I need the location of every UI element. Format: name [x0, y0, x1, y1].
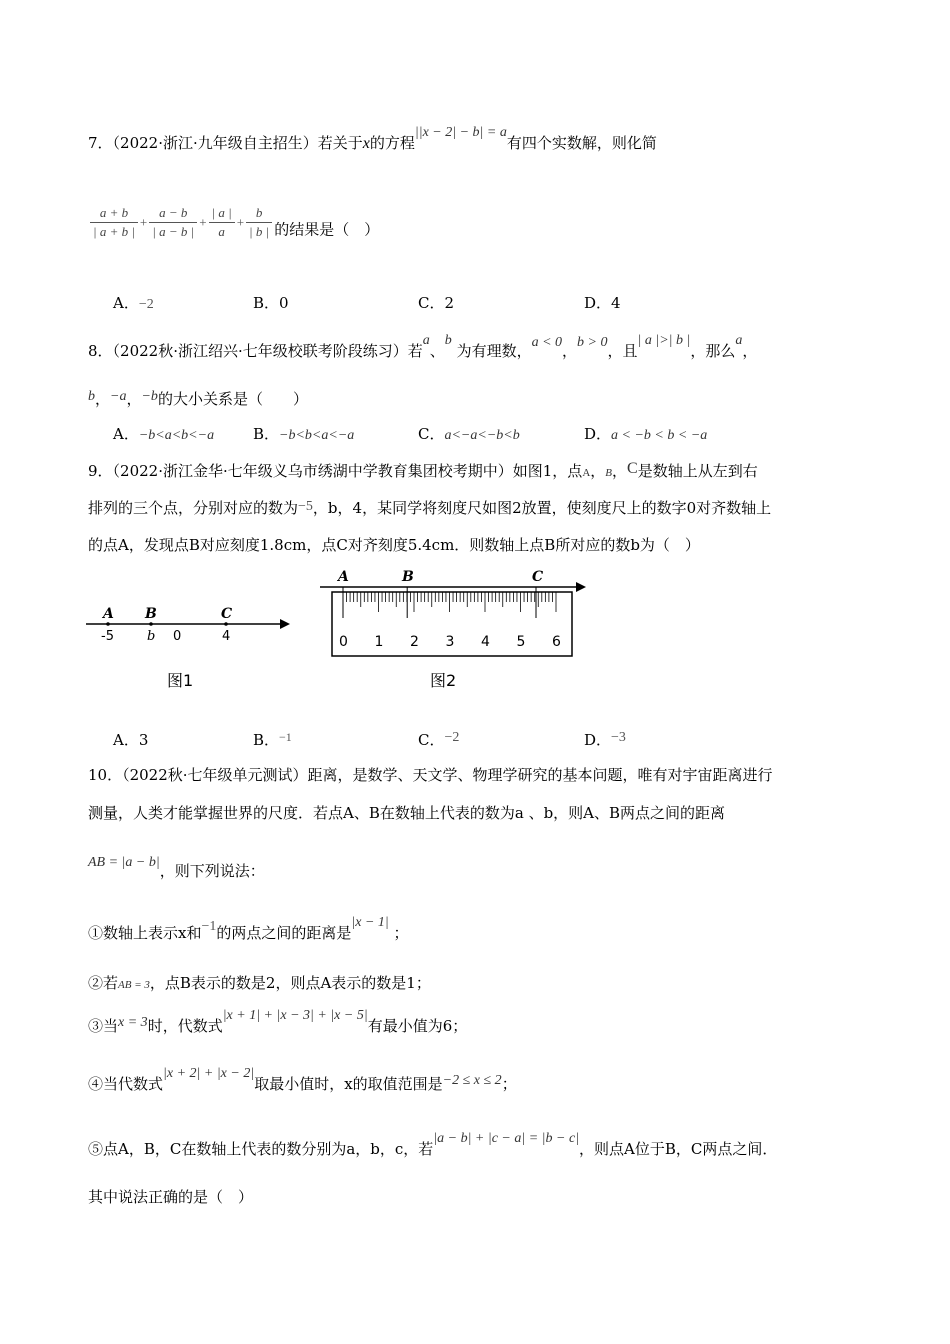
q7-expression: $\frac{a + b}{| a + b |}$ + $\frac{a - b}{| a - b |}$ + $\frac{| a |}{a}$ + $\frac{b}{| b |}$ 的结果是（ ）: [88, 204, 379, 241]
q7-equation: ||x − 2| − b| = a: [414, 125, 507, 140]
q7-frac1: $\frac{a + b}{| a + b |}$: [90, 204, 138, 241]
q8-option-c[interactable]: C．a<−a<−b<b: [418, 425, 520, 443]
q8-stem: 8．（2022秋·浙江绍兴·七年级校联考阶段练习）若a、b 为有理数，a < 0，b > 0，且| a |>| b |，那么a，: [88, 333, 758, 360]
q10-statement-3: ③当x = 3时，代数式|x + 1| + |x − 3| + |x − 5|有最小值为6；: [88, 1008, 468, 1035]
q10-statement-4: ④当代数式|x + 2| + |x − 2|取最小值时，x的取值范围是−2 ≤ x ≤ 2；: [88, 1066, 517, 1093]
q10-statement-2: ②若AB = 3，点B表示的数是2，则点A表示的数是1；: [88, 974, 431, 992]
ruler-number: 5: [516, 634, 526, 650]
q10-line1: 10．（2022秋·七年级单元测试）距离，是数学、天文学、物理学研究的基本问题，唯有对宇宙距离进行: [88, 766, 773, 784]
q7-stem: [88, 125, 657, 153]
q9-option-b[interactable]: B．$^{-1}$: [253, 730, 292, 749]
fig1-label-c: C: [221, 606, 233, 622]
q7-stem-prefix: 7．（2022·浙江·九年级自主招生）若关于: [88, 134, 363, 152]
fig1-tick-4: 4: [222, 629, 231, 644]
q9-line2: 排列的三个点，分别对应的数为−5，b，4，某同学将刻度尺如图2放置，使刻度尺上的数字0对齐数轴上: [88, 499, 772, 517]
q7-option-c[interactable]: C．2: [418, 294, 455, 312]
fig2-label-c: C: [532, 569, 544, 585]
fig1-point-a: [106, 622, 110, 626]
fig1-caption: 图1: [167, 671, 194, 690]
fig2-label-a: A: [338, 569, 349, 585]
q7-result-text: 的结果是（ ）: [274, 220, 380, 239]
q7-var-x: x: [362, 135, 370, 152]
fig1-point-c: [224, 622, 228, 626]
q7-frac4: $\frac{b}{| b |}$: [246, 204, 272, 241]
q8-option-d[interactable]: D．a < −b < b < −a: [584, 425, 708, 443]
ruler-number: 3: [445, 634, 455, 650]
fig1-label-b: B: [145, 606, 157, 622]
q8-option-b[interactable]: B．−b<b<a<−a: [253, 425, 355, 443]
ruler-number: 2: [410, 634, 419, 650]
fig1-tick-0: 0: [173, 629, 182, 644]
q7-frac2: $\frac{a - b}{| a - b |}$: [149, 204, 197, 241]
q7-option-a[interactable]: A．−2: [113, 294, 154, 312]
fig1-axis-arrow: [280, 619, 290, 629]
q8-option-a[interactable]: A．−b<a<b<−a: [113, 425, 215, 443]
q9-figure-1: [84, 600, 299, 695]
ruler-number: 0: [339, 634, 348, 650]
q10-statement-1: ①数轴上表示x和−1的两点之间的距离是|x − 1| ；: [88, 915, 409, 942]
fig2-ruler-numbers: [339, 634, 561, 650]
q9-line3: 的点A，发现点B对应刻度1.8cm，点C对齐刻度5.4cm．则数轴上点B所对应的数b为（ ）: [88, 536, 700, 554]
q7-stem-suffix: 有四个实数解，则化简: [506, 134, 657, 152]
q10-final: 其中说法正确的是（ ）: [88, 1188, 254, 1206]
q7-option-d[interactable]: D．4: [584, 294, 621, 312]
fig2-axis-arrow: [576, 582, 586, 592]
q9-line1: 9．（2022·浙江金华·七年级义乌市绣湖中学教育集团校考期中）如图1，点A，B，C是数轴上从左到右: [88, 460, 758, 480]
fig2-ruler-ticks: [343, 592, 556, 612]
fig1-label-a: A: [103, 606, 114, 622]
q10-ab-formula: AB = |a − b|: [88, 855, 160, 870]
q7-stem-mid: 的方程: [369, 134, 415, 152]
q9-option-c[interactable]: C．−2: [418, 730, 460, 749]
q10-line3: AB = |a − b|，则下列说法：: [88, 855, 265, 880]
q8-line2: b，−a，−b的大小关系是（ ）: [88, 389, 308, 408]
fig1-point-b: [149, 622, 153, 626]
ruler-number: 1: [374, 634, 384, 650]
q10-line2: 测量，人类才能掌握世界的尺度．若点A、B在数轴上代表的数为a 、b，则A、B两点之间的距离: [88, 804, 726, 822]
ruler-number: 6: [552, 634, 561, 650]
ruler-number: 4: [481, 634, 490, 650]
q9-option-d[interactable]: D．−3: [584, 730, 626, 749]
q7-option-b[interactable]: B．0: [253, 294, 289, 312]
q7-frac3: $\frac{| a |}{a}$: [209, 204, 235, 241]
fig1-tick-b: b: [147, 629, 156, 644]
fig2-caption: 图2: [430, 671, 457, 690]
q10-statement-5: ⑤点A，B，C在数轴上代表的数分别为a，b，c，若|a − b| + |c − a| = |b − c|，则点A位于B，C两点之间．: [88, 1131, 778, 1158]
q9-figure-2: [318, 565, 598, 695]
fig2-label-b: B: [402, 569, 414, 585]
fig1-tick-neg5: -5: [101, 629, 114, 644]
q9-option-a[interactable]: A．3: [113, 731, 149, 749]
